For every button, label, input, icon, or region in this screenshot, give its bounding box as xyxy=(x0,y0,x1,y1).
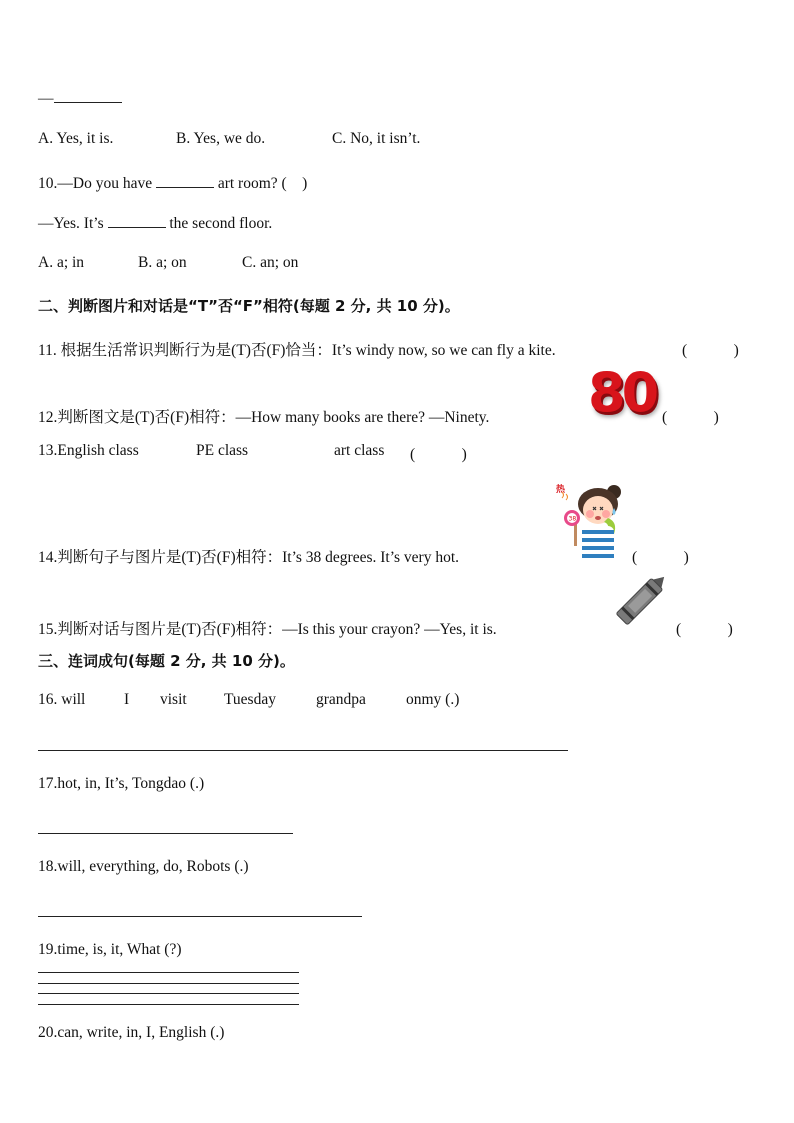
q16-word: visit xyxy=(160,691,187,708)
q19-answer-line[interactable] xyxy=(38,993,299,994)
q10-line1 xyxy=(38,171,307,193)
q14-text: 14.判断句子与图片是(T)否(F)相符：It’s 38 degrees. It’s very hot. xyxy=(38,549,460,566)
thermometer-number: 38 xyxy=(568,515,577,523)
q9-answer-line xyxy=(38,88,122,108)
q11-answer-paren[interactable]: ( ) xyxy=(682,342,739,359)
q19-answer-line[interactable] xyxy=(38,1004,299,1005)
q10-text-post: art room? ( ) xyxy=(217,175,308,192)
q13-label-english: 13.English class xyxy=(38,442,139,459)
option-c: C. an; on xyxy=(242,254,299,271)
hot-girl-illustration xyxy=(552,478,628,564)
q10-line2 xyxy=(38,213,272,233)
q13-answer-paren[interactable]: ( ) xyxy=(410,446,467,463)
option-c: C. No, it isn’t. xyxy=(332,130,421,147)
q10-text2-pre: —Yes. It’s xyxy=(38,215,104,232)
q16-word: grandpa xyxy=(316,691,366,708)
answer-blank[interactable] xyxy=(108,213,166,228)
dash: — xyxy=(38,90,54,107)
q15-text: 15.判断对话与图片是(T)否(F)相符：—Is this your crayon? —Yes, it is. xyxy=(38,621,497,638)
q17-answer-line[interactable] xyxy=(38,833,293,834)
q13-label-art: art class xyxy=(334,442,385,459)
q16-word: onmy (.) xyxy=(406,691,460,708)
number-80-label: 80 xyxy=(588,361,656,424)
hot-girl-icon xyxy=(552,478,628,564)
hot-character: 热 xyxy=(556,485,566,495)
q12-answer-paren[interactable]: ( ) xyxy=(662,409,719,426)
q13-line xyxy=(38,442,139,460)
q15-answer-paren[interactable]: ( ) xyxy=(676,621,733,638)
option-b: B. Yes, we do. xyxy=(176,130,266,147)
q16-word: Tuesday xyxy=(224,691,276,708)
section2-heading: 二、判断图片和对话是“T”否“F”相符(每题 2 分, 共 10 分)。 xyxy=(38,297,460,315)
q19-answer-line[interactable] xyxy=(38,983,299,984)
q14-answer-paren[interactable]: ( ) xyxy=(632,549,689,566)
crayon-icon xyxy=(610,574,666,632)
q20-text: 20.can, write, in, I, English (.) xyxy=(38,1024,225,1041)
q13-label-pe: PE class xyxy=(196,442,249,459)
section3-heading: 三、连词成句(每题 2 分, 共 10 分)。 xyxy=(38,652,295,670)
q18-answer-line[interactable] xyxy=(38,916,362,917)
option-b: B. a; on xyxy=(138,254,187,271)
q12-text: 12.判断图文是(T)否(F)相符：—How many books are there? —Ninety. xyxy=(38,409,490,426)
q17-text: 17.hot, in, It’s, Tongdao (.) xyxy=(38,775,205,792)
q16-answer-line[interactable] xyxy=(38,750,568,751)
option-a: A. Yes, it is. xyxy=(38,130,114,147)
q18-text: 18.will, everything, do, Robots (.) xyxy=(38,858,249,875)
q10-options xyxy=(38,254,298,272)
q11-text: 11. 根据生活常识判断行为是(T)否(F)恰当：It’s windy now, so we can fly a kite. xyxy=(38,342,556,359)
crayon-illustration xyxy=(610,574,666,632)
q10-text2-post: the second floor. xyxy=(169,215,273,232)
q16-word: 16. will xyxy=(38,691,86,708)
q19-answer-line[interactable] xyxy=(38,972,299,973)
q19-text: 19.time, is, it, What (?) xyxy=(38,941,182,958)
answer-blank[interactable] xyxy=(156,173,214,188)
number-80-image xyxy=(588,361,658,424)
q10-text-pre: 10.—Do you have xyxy=(38,175,153,192)
option-a: A. a; in xyxy=(38,254,85,271)
q16-word: I xyxy=(124,691,130,708)
answer-blank[interactable] xyxy=(54,88,122,103)
q9-options xyxy=(38,130,420,148)
